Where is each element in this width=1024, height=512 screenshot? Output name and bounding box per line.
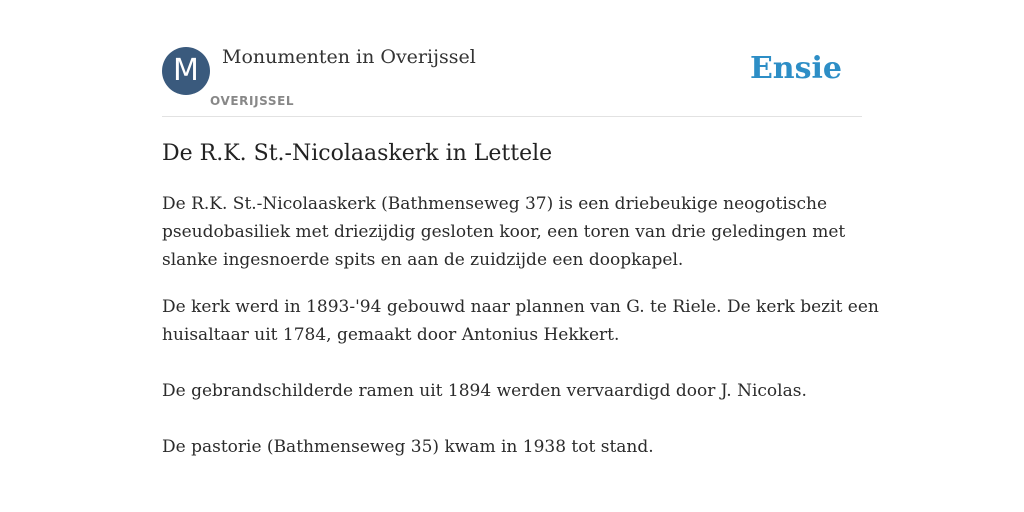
category-label[interactable]: OVERIJSSEL bbox=[210, 94, 295, 108]
paragraph-line: De kerk werd in 1893-'94 gebouwd naar plannen van G. te Riele. De kerk bezit een bbox=[162, 297, 879, 317]
article-title: De R.K. St.-Nicolaaskerk in Lettele bbox=[162, 141, 553, 166]
header bbox=[162, 44, 862, 117]
paragraph-4 bbox=[162, 433, 874, 461]
article bbox=[162, 138, 879, 461]
paragraph-line: pseudobasiliek met driezijdig gesloten koor, een toren van drie geledingen met bbox=[162, 222, 846, 242]
brand-logo[interactable]: Ensie bbox=[749, 51, 842, 86]
paragraph-1 bbox=[162, 190, 874, 274]
paragraph-2 bbox=[162, 293, 879, 349]
paragraph-line: slanke ingesnoerde spits en aan de zuidzijde een doopkapel. bbox=[162, 250, 684, 270]
site-title[interactable]: Monumenten in Overijssel bbox=[222, 46, 476, 68]
paragraph-3 bbox=[162, 377, 874, 405]
paragraph-line: huisaltaar uit 1784, gemaakt door Antonius Hekkert. bbox=[162, 325, 620, 345]
avatar[interactable]: M bbox=[162, 47, 210, 95]
paragraph-line: De gebrandschilderde ramen uit 1894 werden vervaardigd door J. Nicolas. bbox=[162, 381, 807, 401]
paragraph-line: De pastorie (Bathmenseweg 35) kwam in 1938 tot stand. bbox=[162, 437, 654, 457]
paragraph-line: De R.K. St.-Nicolaaskerk (Bathmenseweg 37) is een driebeukige neogotische bbox=[162, 194, 828, 214]
